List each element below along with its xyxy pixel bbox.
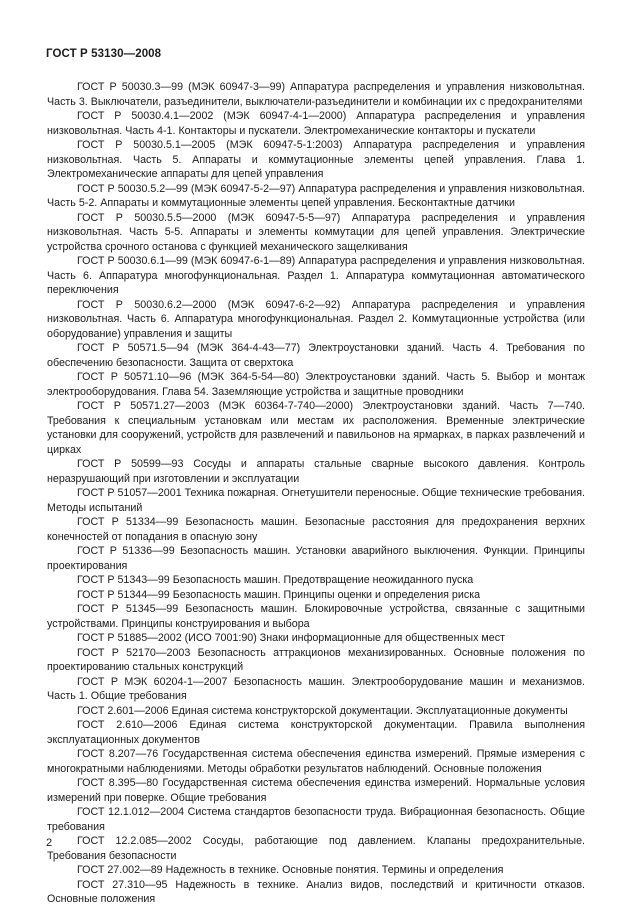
reference-entry: ГОСТ Р 51885—2002 (ИСО 7001:90) Знаки информационные для общественных мест	[77, 632, 505, 644]
reference-entry: ГОСТ 12.2.085—2002 Сосуды, работающие под давлением. Клапаны предохранительные. Требования безопасности	[47, 835, 585, 862]
reference-entry: ГОСТ Р 50599—93 Сосуды и аппараты стальные сварные высокого давления. Контроль неразрушающий при изготовлении и эксплуатации	[47, 458, 585, 485]
reference-entry: ГОСТ Р 51345—99 Безопасность машин. Блокировочные устройства, связанные с защитными устройствами. Принципы конструирования и выбора	[47, 603, 585, 630]
reference-entry: ГОСТ Р 50571.5—94 (МЭК 364-4-43—77) Электроустановки зданий. Часть 4. Требования по обеспечению безопасности. Защита от сверхтока	[47, 342, 585, 369]
document-header: ГОСТ Р 53130—2008	[46, 48, 162, 60]
reference-entry: ГОСТ 27.310—95 Надежность в технике. Анализ видов, последствий и критичности отказов. Основные положения	[47, 878, 585, 905]
reference-entry: ГОСТ Р 50571.10—96 (МЭК 364-5-54—80) Электроустановки зданий. Часть 5. Выбор и монтаж электрооборудования. Глава 54. Заземляющие устройства и защитные проводники	[47, 371, 585, 398]
references-list	[47, 80, 585, 907]
reference-entry: ГОСТ 27.002—89 Надежность в технике. Основные понятия. Термины и определения	[77, 864, 504, 876]
reference-entry: ГОСТ Р 50030.6.1—99 (МЭК 60947-6-1—89) Аппаратура распределения и управления низковольтная. Часть 6. Аппаратура многофункциональная. Раздел 1. Аппаратура коммутационная автоматического переключения	[47, 255, 585, 296]
reference-entry: ГОСТ 2.601—2006 Единая система конструкторской документации. Эксплуатационные документы	[77, 704, 568, 717]
reference-entry: ГОСТ Р 50030.4.1—2002 (МЭК 60947-4-1—2000) Аппаратура распределения и управления низковольтная. Часть 4-1. Контакторы и пускатели. Электромеханические контакторы и пускатели	[47, 110, 585, 137]
reference-entry: ГОСТ Р 51343—99 Безопасность машин. Предотвращение неожиданного пуска	[77, 574, 474, 586]
reference-entry: ГОСТ Р 50030.5.5—2000 (МЭК 60947-5-5—97) Аппаратура распределения и управления низковольтная. Часть 5-5. Аппараты и элементы коммутации для цепей управления. Электрические устройства срочного останова с функцией механического защелкивания	[47, 211, 585, 253]
reference-entry: ГОСТ Р 50030.3—99 (МЭК 60947-3—99) Аппаратура распределения и управления низковольтная. Часть 3. Выключатели, разъединители, выключатели-разъединители и комбинации их с предохранителями	[47, 81, 585, 108]
reference-entry: ГОСТ 8.207—76 Государственная система обеспечения единства измерений. Прямые измерения с многократными наблюдениями. Методы обработки результатов наблюдений. Основные положения	[47, 748, 585, 775]
reference-entry: ГОСТ Р 51334—99 Безопасность машин. Безопасные расстояния для предохранения верхних конечностей от попадания в опасную зону	[47, 516, 585, 543]
reference-entry: ГОСТ Р 50030.6.2—2000 (МЭК 60947-6-2—92) Аппаратура распределения и управления низковольтная. Часть 6. Аппаратура многофункциональная. Раздел 2. Коммутационные устройства (или оборудование) управления и защиты	[47, 298, 585, 340]
reference-entry: ГОСТ Р МЭК 60204-1—2007 Безопасность машин. Электрооборудование машин и механизмов. Часть 1. Общие требования	[47, 675, 585, 702]
reference-entry: ГОСТ Р 50571.27—2003 (МЭК 60364-7-740—2000) Электроустановки зданий. Часть 7—740. Требования к специальным установкам или местам их расположения. Временные электрические установки для сооружений, устройств для развлечений и павильонов на ярмарках, в парках развлечений и цирках	[47, 400, 585, 456]
reference-entry: ГОСТ Р 50030.5.1—2005 (МЭК 60947-5-1:2003) Аппаратура распределения и управления низковольтная. Часть 5. Аппараты и коммутационные элементы цепей управления. Глава 1. Электромеханические аппараты для цепей управления	[47, 139, 585, 180]
reference-entry: ГОСТ Р 51336—99 Безопасность машин. Установки аварийного выключения. Функции. Принципы проектирования	[47, 545, 585, 572]
reference-entry: ГОСТ 8.395—80 Государственная система обеспечения единства измерений. Нормальные условия измерений при поверке. Общие требования	[47, 777, 585, 804]
reference-entry: ГОСТ 2.610—2006 Единая система конструкторской документации. Правила выполнения эксплуатационных документов	[47, 719, 585, 746]
reference-entry: ГОСТ 12.1.012—2004 Система стандартов безопасности труда. Вибрационная безопасность. Общие требования	[47, 806, 585, 833]
page-number: 2	[46, 837, 53, 849]
reference-entry: ГОСТ Р 52170—2003 Безопасность аттракционов механизированных. Основные положения по проектированию стальных конструкций	[47, 646, 585, 673]
reference-entry: ГОСТ Р 51057—2001 Техника пожарная. Огнетушители переносные. Общие технические требования. Методы испытаний	[47, 487, 586, 514]
reference-entry: ГОСТ Р 50030.5.2—99 (МЭК 60947-5-2—97) Аппаратура распределения и управления низковольтная. Часть 5-2. Аппараты и коммутационные элементы цепей управления. Бесконтактные датчики	[47, 182, 585, 209]
reference-entry: ГОСТ Р 51344—99 Безопасность машин. Принципы оценки и определения риска	[77, 588, 481, 601]
